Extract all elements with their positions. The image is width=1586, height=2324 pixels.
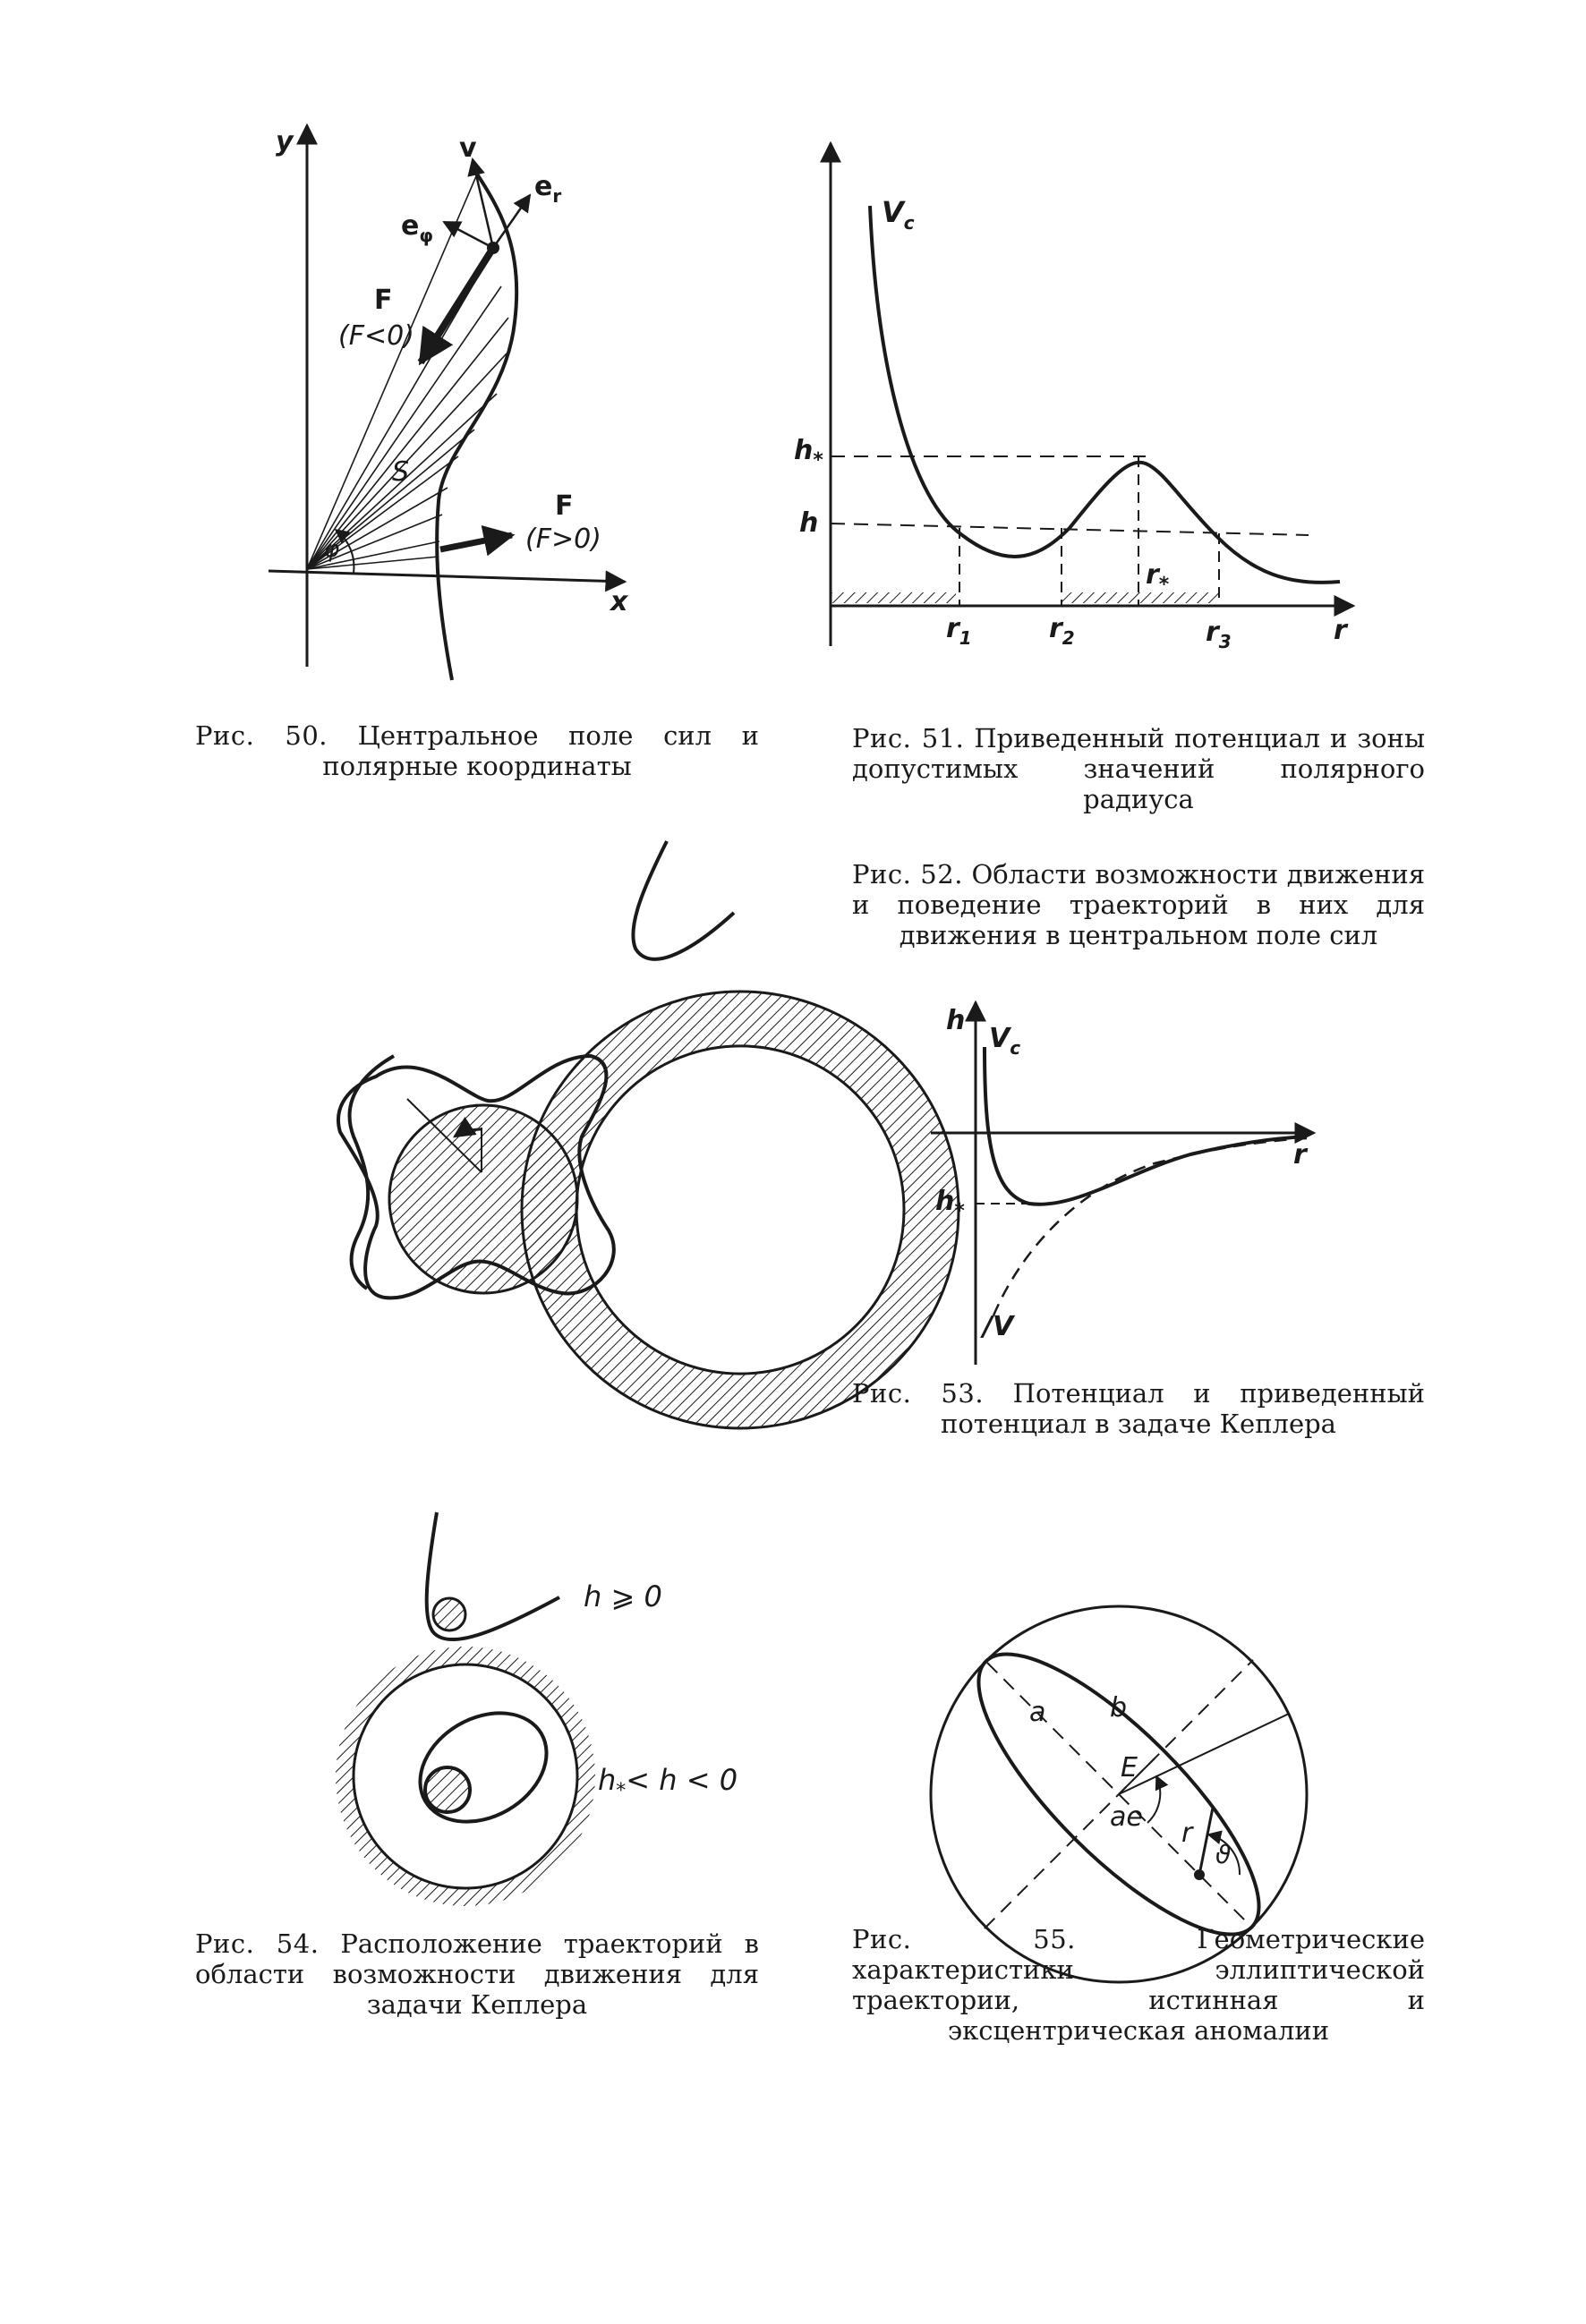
fig53-r-label: r: [1293, 1139, 1307, 1171]
fig55-theta-label: ϑ: [1215, 1840, 1232, 1869]
fig55-ae-label: ae: [1110, 1801, 1143, 1833]
fig55-E-arc: [1147, 1776, 1160, 1823]
fig54-inner-forbidden-disk: [425, 1767, 470, 1812]
caption-fig50: [195, 720, 759, 781]
fig54-h-range-label: $h_*< h < 0$: [598, 1763, 738, 1802]
caption-fig51-text: Приведенный потенциал и зоны допустимых значений полярного радиуса: [852, 723, 1426, 814]
figure-54: [336, 1512, 738, 1906]
fig51-vc-curve: [870, 206, 1340, 583]
figure-50: [269, 125, 629, 680]
caption-fig51-number: Рис. 51.: [852, 723, 965, 753]
fig50-F-pos-label: (F>0): [525, 524, 601, 555]
fig50-force-positive-arrow: [440, 535, 512, 549]
fig50-F-label: F: [374, 285, 393, 316]
fig53-vc-curve: [985, 1047, 1307, 1205]
caption-fig51: [852, 723, 1425, 814]
fig50-v-label: v: [459, 132, 477, 164]
fig54-elliptical-trajectory: [401, 1691, 567, 1843]
fig50-F-neg-label: (F<0): [338, 320, 414, 352]
fig53-v-label: /V: [983, 1311, 1014, 1342]
caption-fig50-text: Центральное поле сил и полярные координаты: [322, 720, 759, 781]
fig51-r-label: r: [1334, 615, 1347, 646]
fig51-r3-label: $r_3$: [1206, 617, 1232, 652]
fig53-h-label: h: [946, 1005, 966, 1036]
fig52-inner-forbidden-disk: [389, 1105, 577, 1293]
caption-fig53-number: Рис. 53.: [852, 1378, 985, 1409]
caption-fig52: [852, 859, 1425, 950]
fig50-y-label: y: [276, 126, 294, 157]
fig50-x-axis: [269, 571, 625, 582]
caption-fig52-text: Области возможности движения и поведение траекторий в них для движения в центральном поле сил: [852, 859, 1426, 950]
fig51-forbidden-zone-1: [831, 592, 956, 603]
caption-fig55: [852, 1924, 1425, 2046]
fig51-r2-label: $r_2$: [1049, 613, 1075, 649]
fig50-phi-label: φ: [324, 536, 340, 563]
caption-fig54-text: Расположение траекторий в области возможности движения для задачи Кеплера: [195, 1928, 760, 2020]
caption-fig54-number: Рис. 54.: [195, 1928, 320, 1959]
fig53-v-curve: [993, 1138, 1307, 1315]
fig51-forbidden-zone-2: [1062, 592, 1219, 603]
caption-fig55-number: Рис. 55.: [852, 1924, 1076, 1954]
fig51-hstar-label: $h_*$: [794, 435, 823, 472]
fig51-r1-label: $r_1$: [946, 613, 972, 649]
fig51-vc-label: $V_c$: [882, 195, 915, 234]
fig50-F2-label: F: [555, 490, 574, 522]
fig50-force-negative-arrow: [421, 248, 493, 362]
fig50-er-label: $e_r$: [534, 171, 562, 207]
fig54-top-center-body: [433, 1598, 465, 1630]
fig55-b-label: b: [1110, 1692, 1128, 1724]
fig50-ephi-label: $e_\varphi$: [401, 210, 434, 246]
fig52-escape-trajectory: [633, 841, 734, 959]
fig50-x-label: x: [610, 586, 628, 617]
caption-fig50-number: Рис. 50.: [195, 720, 328, 751]
fig51-rstar-label: $r_*$: [1146, 559, 1170, 596]
fig50-trajectory: [437, 170, 516, 680]
fig52-rosette-loop-left: [350, 1056, 394, 1289]
caption-fig54: [195, 1928, 759, 2020]
caption-fig55-text: Геометрические характеристики эллиптической траектории, истинная и эксцентрическая аномалии: [852, 1924, 1425, 2046]
fig50-v-vector: [473, 159, 493, 248]
fig53-hstar-label: $h_*$: [935, 1186, 965, 1222]
caption-fig53-text: Потенциал и приведенный потенциал в задаче Кеплера: [941, 1378, 1426, 1439]
fig53-vc-label: $V_c$: [989, 1023, 1021, 1059]
figure-53: [931, 1002, 1314, 1365]
fig51-h-label: h: [799, 507, 819, 539]
fig55-r-label: r: [1181, 1817, 1193, 1849]
fig55-radius-vector: [1199, 1808, 1213, 1875]
fig50-S-label: S: [392, 456, 410, 488]
fig50-er-vector: [493, 195, 530, 248]
fig55-eccentric-line: [1119, 1714, 1289, 1794]
figure-51: [794, 143, 1353, 652]
fig55-a-label: a: [1029, 1697, 1046, 1728]
fig55-E-label: E: [1121, 1752, 1138, 1783]
fig54-h-ge-0-label: h ⩾ 0: [584, 1579, 662, 1613]
caption-fig52-number: Рис. 52.: [852, 859, 963, 890]
caption-fig53: [852, 1378, 1425, 1439]
